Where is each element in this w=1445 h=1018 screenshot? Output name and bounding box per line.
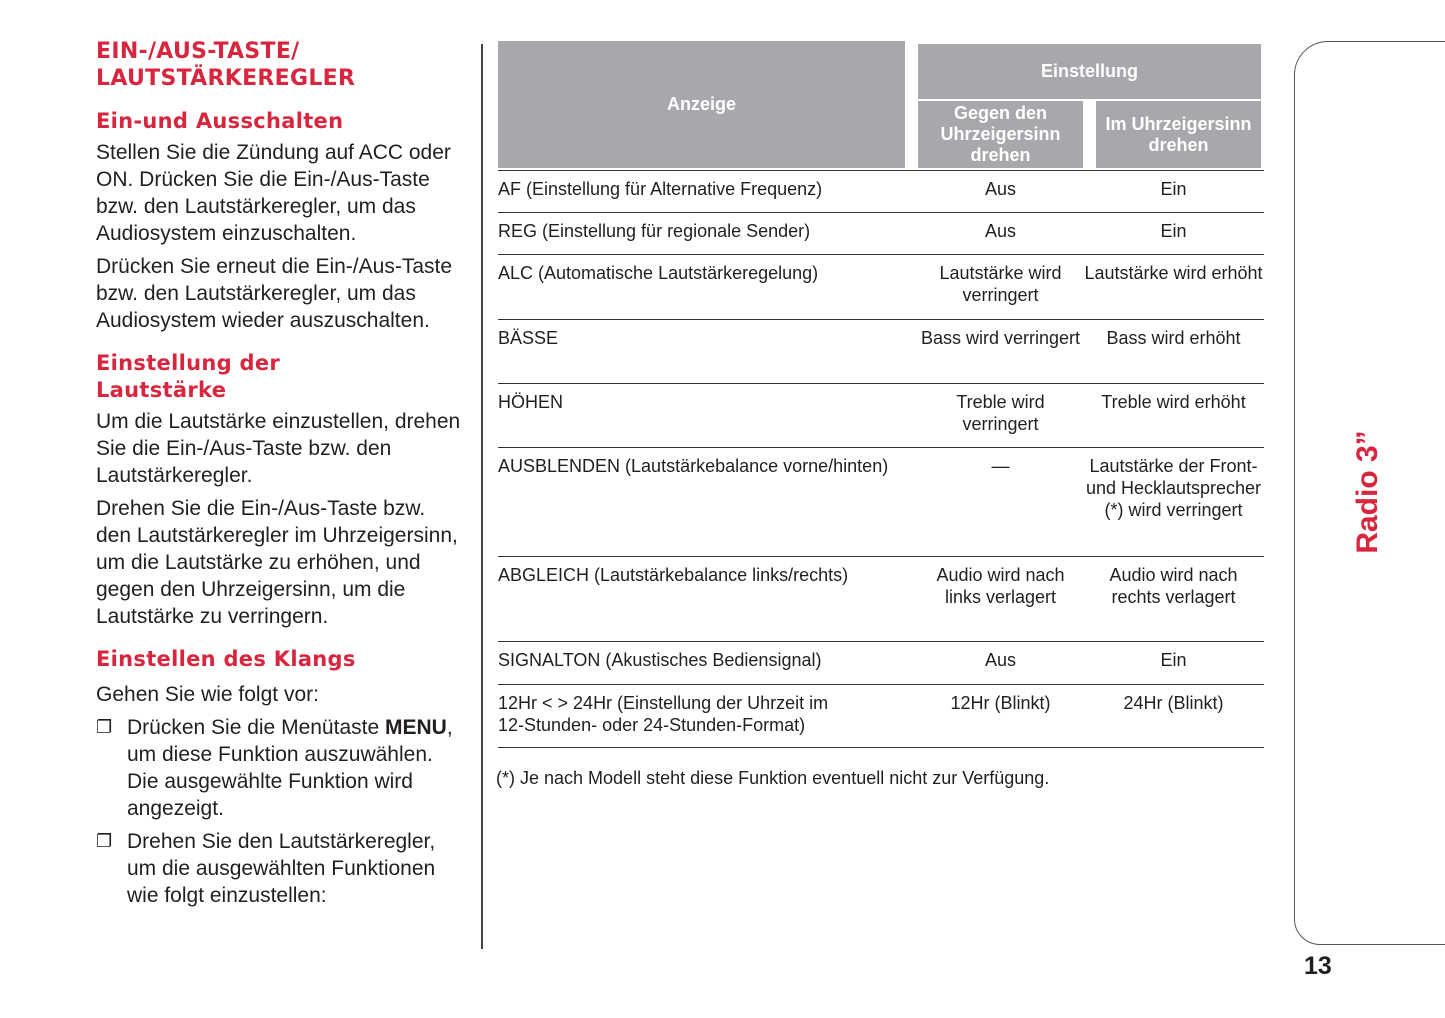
header-einstellung: Einstellung <box>918 44 1261 99</box>
table-row <box>498 319 1264 383</box>
cell-im: Treble wird erhöht <box>1101 392 1246 412</box>
cell-gegen: Treble wird verringert <box>956 392 1045 434</box>
settings-table <box>498 41 1264 748</box>
list-item: ❐ Drücken Sie die Menütaste MENU, um diese Funktion auszuwählen. Die ausgewählte Funktion wird angezeigt. <box>96 716 453 820</box>
checkbox-bullet-icon: ❐ <box>96 831 113 851</box>
cell-im: Bass wird erhöht <box>1106 328 1241 348</box>
cell-im: Lautstärke der Front- und Hecklautsprecher (*) wird verringert <box>1085 456 1262 520</box>
paragraph: Gehen Sie wie folgt vor: <box>96 683 319 706</box>
checkbox-bullet-icon: ❐ <box>96 717 113 737</box>
cell-anzeige: ALC (Automatische Lautstärkeregelung) <box>498 263 819 283</box>
paragraph: Drehen Sie die Ein-/Aus-Taste bzw. den Lautstärkeregler im Uhrzeigersinn, um die Lautstärke zu erhöhen, und gegen den Uhrzeigersinn, um die Lautstärke zu verringern. <box>96 497 458 628</box>
table-row <box>498 383 1264 447</box>
cell-im: Ein <box>1160 221 1187 241</box>
cell-gegen: Bass wird verringert <box>920 328 1081 348</box>
list-item: ❐ Drehen Sie den Lautstärkeregler, um die ausgewählten Funktionen wie folgt einzustellen: <box>96 830 436 907</box>
cell-im: 24Hr (Blinkt) <box>1123 693 1224 713</box>
table-row <box>498 556 1264 641</box>
heading-on-off: Ein-und Ausschalten <box>96 109 344 133</box>
cell-gegen: Aus <box>984 221 1017 241</box>
cell-im: Audio wird nach rechts verlagert <box>1109 565 1238 607</box>
section-title: EIN-/AUS-TASTE/ LAUTSTÄRKEREGLER <box>96 39 356 91</box>
cell-anzeige: 12Hr < > 24Hr (Einstellung der Uhrzeit im 12-Stunden- oder 24-Stunden-Format) <box>498 693 829 735</box>
chapter-tab-label: Radio 3” <box>1351 430 1384 554</box>
table-row <box>498 254 1264 319</box>
cell-gegen: Audio wird nach links verlagert <box>936 565 1065 607</box>
cell-gegen: Aus <box>984 179 1017 199</box>
cell-im: Ein <box>1160 179 1187 199</box>
table-row <box>498 684 1264 748</box>
cell-gegen: 12Hr (Blinkt) <box>950 693 1051 713</box>
table-row <box>498 212 1264 254</box>
cell-anzeige: AUSBLENDEN (Lautstärkebalance vorne/hinten) <box>498 456 889 476</box>
heading-sound: Einstellen des Klangs <box>96 647 356 671</box>
table-row <box>498 170 1264 212</box>
page-number: 13 <box>1304 952 1332 980</box>
cell-anzeige: REG (Einstellung für regionale Sender) <box>498 221 811 241</box>
heading-volume: Einstellung der Lautstärke <box>96 351 281 402</box>
cell-anzeige: ABGLEICH (Lautstärkebalance links/rechts) <box>498 565 849 585</box>
header-im: Im Uhrzeigersinn drehen <box>1096 101 1261 168</box>
paragraph: Drücken Sie erneut die Ein-/Aus-Taste bzw. den Lautstärkeregler, um das Audiosystem wieder auszuschalten. <box>96 255 453 332</box>
cell-anzeige: HÖHEN <box>498 392 564 412</box>
paragraph: Stellen Sie die Zündung auf ACC oder ON. Drücken Sie die Ein-/Aus-Taste bzw. den Lautstärkeregler, um das Audiosystem einzuschalten. <box>96 141 451 245</box>
cell-im: Lautstärke wird erhöht <box>1084 263 1263 283</box>
paragraph: Um die Lautstärke einzustellen, drehen Sie die Ein-/Aus-Taste bzw. den Lautstärkeregler. <box>96 410 461 487</box>
cell-anzeige: SIGNALTON (Akustisches Bediensignal) <box>498 650 822 670</box>
left-column <box>96 38 466 915</box>
table-row <box>498 641 1264 684</box>
cell-gegen: Lautstärke wird verringert <box>939 263 1062 305</box>
cell-anzeige: AF (Einstellung für Alternative Frequenz) <box>498 179 823 199</box>
table-row <box>498 447 1264 556</box>
cell-im: Ein <box>1160 650 1187 670</box>
cell-gegen: Aus <box>984 650 1017 670</box>
header-gegen: Gegen den Uhrzeigersinn drehen <box>918 101 1083 168</box>
column-divider <box>481 44 483 949</box>
header-anzeige: Anzeige <box>498 41 905 168</box>
footnote: (*) Je nach Modell steht diese Funktion eventuell nicht zur Verfügung. <box>496 768 1050 788</box>
cell-anzeige: BÄSSE <box>498 328 559 348</box>
cell-gegen: — <box>991 456 1010 476</box>
